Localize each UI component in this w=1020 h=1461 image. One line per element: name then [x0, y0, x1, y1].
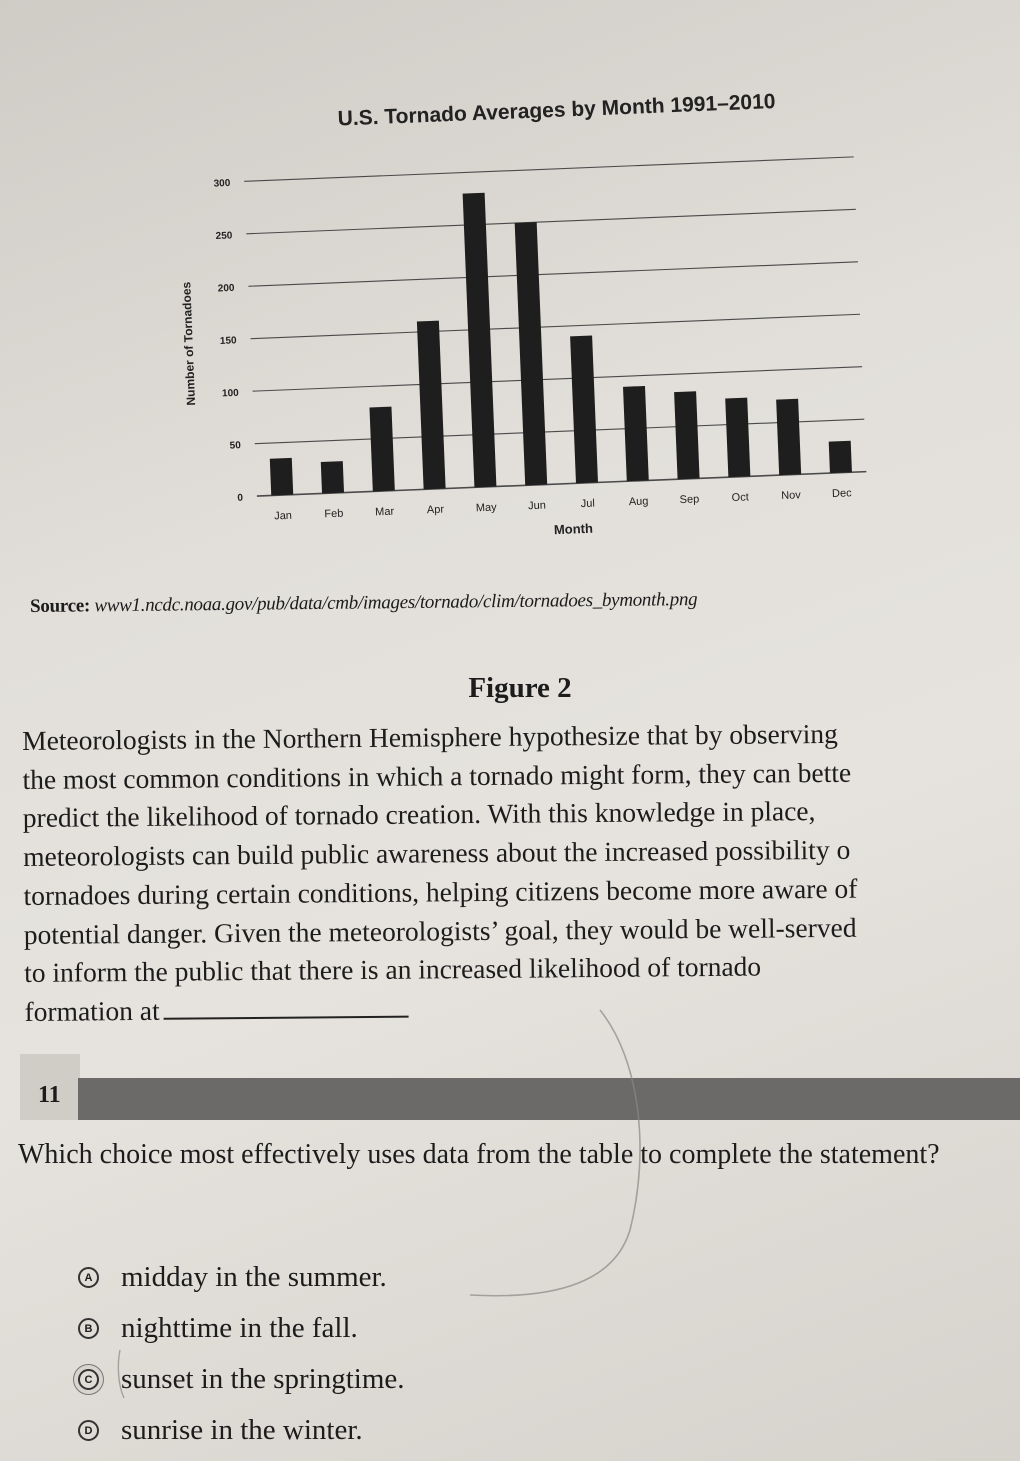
chart-bar-mar — [369, 407, 394, 492]
choice-b[interactable] — [78, 1303, 405, 1354]
chart-bars — [259, 178, 851, 495]
chart-y-axis-label: Number of Tornadoes — [179, 281, 199, 406]
chart-x-tick-label: Aug — [628, 495, 649, 509]
choice-letter-b: B — [78, 1318, 99, 1339]
chart-gridline — [251, 314, 861, 338]
source-label: Source: — [30, 595, 91, 617]
chart-x-tick-label: Nov — [780, 489, 802, 503]
chart-gridline — [253, 367, 863, 391]
chart-y-tick-label: 150 — [219, 335, 237, 347]
choice-b-text: nighttime in the fall. — [121, 1312, 358, 1344]
chart-gridline — [255, 419, 865, 443]
passage-line: the most common conditions in which a tornado might form, they can bette — [22, 756, 852, 795]
chart-bar-jun — [515, 222, 548, 485]
choice-c-text: sunset in the springtime. — [121, 1363, 405, 1395]
passage-line: predict the likelihood of tornado creation. With this knowledge in place, — [22, 795, 816, 834]
chart-x-axis-label: Month — [553, 520, 594, 538]
chart-x-tick-label: Jun — [527, 499, 547, 513]
choice-a[interactable] — [78, 1252, 405, 1303]
chart-x-tick-label: Mar — [374, 505, 395, 519]
chart-bar-aug — [623, 386, 649, 481]
chart-x-tick-label: Sep — [679, 493, 700, 507]
chart-bar-may — [463, 193, 497, 488]
question-header-bar — [78, 1078, 1020, 1120]
chart-x-tick-label: Oct — [731, 491, 750, 505]
chart-y-tick-label: 0 — [237, 492, 244, 504]
passage-line: potential danger. Given the meteorologists’ goal, they would be well-served — [23, 911, 857, 950]
choice-letter-a: A — [78, 1267, 99, 1288]
chart-bar-jan — [270, 458, 293, 496]
chart-y-tick-label: 300 — [213, 177, 231, 190]
choice-d[interactable] — [78, 1405, 405, 1456]
choice-letter-d: D — [78, 1420, 99, 1441]
chart-gridline — [257, 472, 867, 496]
chart-bar-jul — [570, 336, 598, 484]
answer-blank — [164, 992, 409, 1020]
question-prompt: Which choice most effectively uses data from the table to complete the statement? — [18, 1139, 940, 1170]
chart-bar-nov — [776, 399, 801, 475]
chart-gridlines — [244, 157, 866, 496]
chart-bar-dec — [829, 441, 852, 473]
chart-y-tick-label: 200 — [217, 282, 235, 295]
chart-y-ticks — [213, 178, 243, 504]
choice-letter-c: C — [78, 1369, 99, 1390]
figure-caption: Figure 2 — [468, 672, 572, 704]
chart-y-tick-label: 50 — [229, 440, 242, 452]
chart-y-tick-label: 100 — [221, 387, 239, 400]
chart-gridline — [246, 209, 856, 233]
passage-line: formation at — [24, 994, 160, 1027]
chart-x-tick-label: May — [475, 501, 497, 515]
question-number: 11 — [38, 1082, 61, 1108]
passage-line: tornadoes during certain conditions, helping citizens become more aware of — [23, 872, 858, 911]
chart-x-tick-label: Apr — [426, 503, 445, 517]
tornado-bar-chart — [170, 30, 890, 570]
answer-choices — [78, 1252, 405, 1456]
chart-bar-oct — [725, 398, 750, 478]
chart-y-tick-label: 250 — [215, 230, 233, 243]
chart-gridline — [244, 157, 854, 181]
choice-d-text: sunrise in the winter. — [121, 1414, 363, 1446]
passage-line: to inform the public that there is an increased likelihood of tornado — [24, 950, 762, 989]
choice-c[interactable] — [78, 1354, 405, 1405]
chart-title: U.S. Tornado Averages by Month 1991–2010 — [337, 89, 776, 131]
chart-x-tick-label: Jul — [580, 497, 596, 511]
chart-x-tick-label: Jan — [273, 509, 293, 523]
chart-x-tick-label: Feb — [324, 507, 344, 521]
chart-x-tick-label: Dec — [831, 487, 852, 501]
choice-a-text: midday in the summer. — [121, 1261, 387, 1293]
passage-line: Meteorologists in the Northern Hemisphere hypothesize that by observing — [22, 717, 838, 756]
passage — [22, 713, 1020, 1031]
chart-bar-sep — [674, 391, 699, 479]
chart-gridline — [248, 262, 858, 286]
chart-bar-feb — [321, 461, 344, 493]
source-url: www1.ncdc.noaa.gov/pub/data/cmb/images/tornado/clim/tornadoes_bymonth.png — [94, 589, 698, 617]
chart-bar-apr — [417, 321, 446, 490]
passage-line: meteorologists can build public awareness about the increased possibility o — [23, 833, 851, 873]
